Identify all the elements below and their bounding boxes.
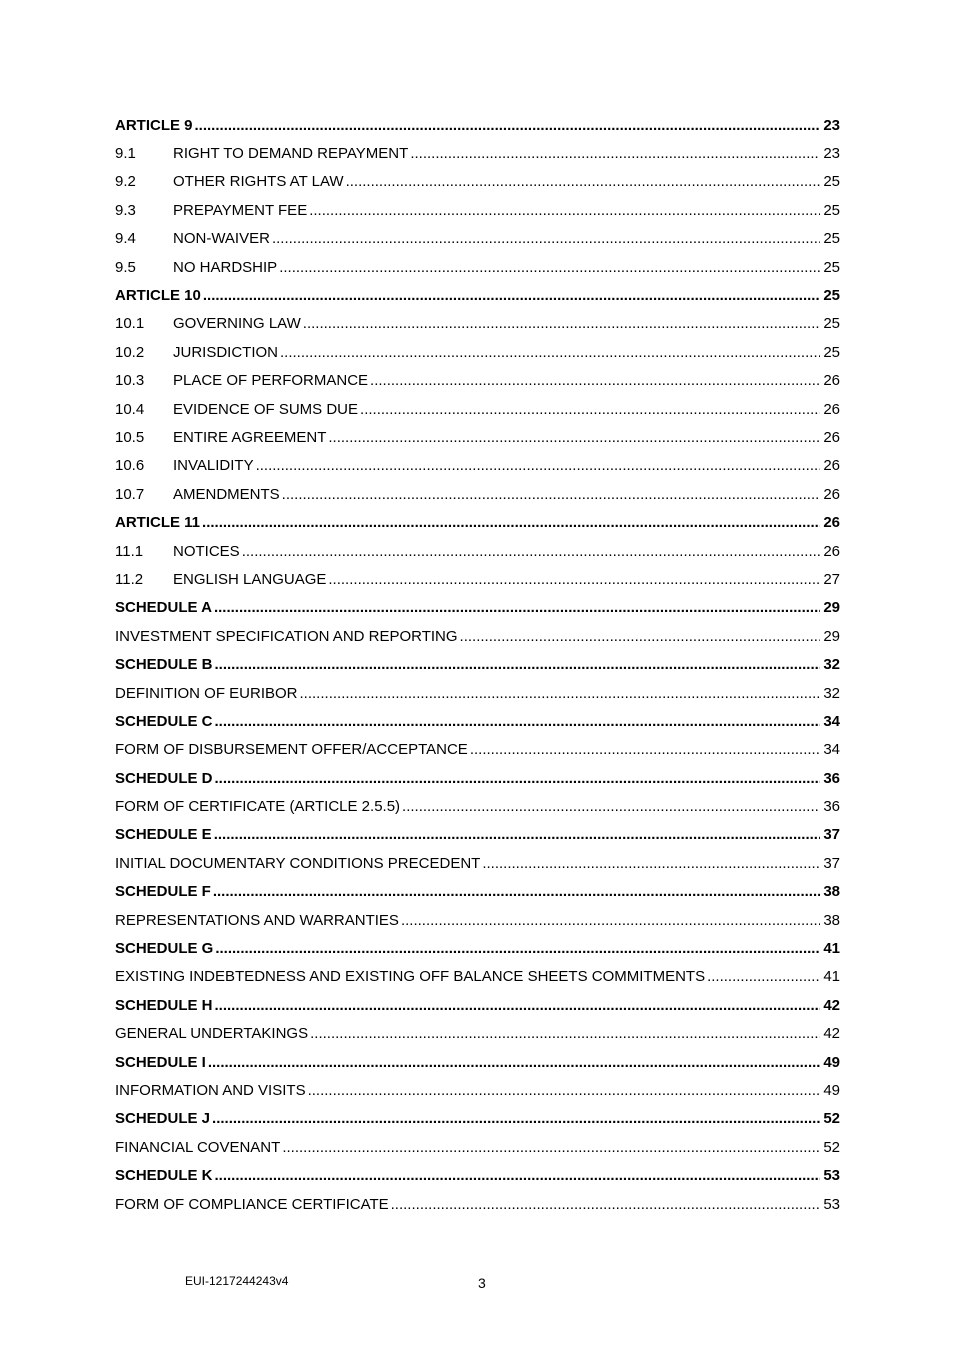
- toc-dot-leader: [272, 230, 820, 247]
- toc-entry-title: SCHEDULE C: [115, 712, 213, 730]
- toc-page-number: 23: [823, 145, 840, 163]
- toc-entry-title: EXISTING INDEBTEDNESS AND EXISTING OFF BALANCE SHEETS COMMITMENTS: [115, 968, 706, 986]
- toc-entry[interactable]: [115, 963, 840, 991]
- toc-heading-entry[interactable]: [115, 111, 840, 139]
- toc-entry-title: GENERAL UNDERTAKINGS: [115, 1025, 309, 1043]
- toc-entry-title: ENTIRE AGREEMENT: [173, 428, 327, 446]
- toc-entry-title: SCHEDULE K: [115, 1167, 213, 1185]
- toc-entry-title: INFORMATION AND VISITS: [115, 1081, 306, 1099]
- toc-dot-leader: [256, 457, 821, 474]
- toc-entry-number: 9.3: [115, 201, 136, 219]
- toc-dot-leader: [214, 599, 820, 616]
- toc-page-number: 34: [823, 741, 840, 759]
- toc-entry-title: INVALIDITY: [173, 457, 254, 475]
- toc-heading-entry[interactable]: [115, 1161, 840, 1189]
- toc-entry[interactable]: [115, 480, 840, 508]
- table-of-contents: [115, 111, 840, 1218]
- toc-dot-leader: [346, 173, 821, 190]
- toc-entry-title: INVESTMENT SPECIFICATION AND REPORTING: [115, 627, 458, 645]
- toc-entry-title: SCHEDULE F: [115, 883, 211, 901]
- toc-entry-title: SCHEDULE H: [115, 996, 213, 1014]
- toc-entry-title: ARTICLE 10: [115, 287, 201, 305]
- toc-heading-entry[interactable]: [115, 991, 840, 1019]
- toc-dot-leader: [215, 940, 820, 957]
- toc-dot-leader: [203, 287, 820, 304]
- toc-entry-title: ARTICLE 11: [115, 514, 201, 532]
- toc-entry[interactable]: [115, 225, 840, 253]
- toc-heading-entry[interactable]: [115, 594, 840, 622]
- toc-entry[interactable]: [115, 565, 840, 593]
- toc-page-number: 38: [823, 883, 840, 901]
- toc-entry-number: 10.5: [115, 428, 145, 446]
- toc-entry[interactable]: [115, 310, 840, 338]
- toc-entry-title: OTHER RIGHTS AT LAW: [173, 173, 344, 191]
- toc-page-number: 49: [823, 1053, 840, 1071]
- toc-entry-title: FORM OF DISBURSEMENT OFFER/ACCEPTANCE: [115, 741, 468, 759]
- toc-dot-leader: [360, 401, 820, 418]
- toc-entry[interactable]: [115, 537, 840, 565]
- toc-page-number: 26: [823, 428, 840, 446]
- toc-dot-leader: [215, 656, 821, 673]
- toc-page-number: 37: [823, 826, 840, 844]
- toc-heading-entry[interactable]: [115, 934, 840, 962]
- toc-page-number: 25: [823, 230, 840, 248]
- toc-page-number: 25: [823, 343, 840, 361]
- toc-page-number: 26: [823, 372, 840, 390]
- toc-entry-title: SCHEDULE D: [115, 769, 213, 787]
- toc-entry-number: 10.4: [115, 400, 145, 418]
- toc-heading-entry[interactable]: [115, 1048, 840, 1076]
- toc-entry-title: SCHEDULE I: [115, 1053, 206, 1071]
- toc-page-number: 42: [823, 1025, 840, 1043]
- toc-entry[interactable]: [115, 679, 840, 707]
- toc-page-number: 41: [823, 968, 840, 986]
- toc-entry-title: INITIAL DOCUMENTARY CONDITIONS PRECEDENT: [115, 854, 481, 872]
- toc-entry[interactable]: [115, 253, 840, 281]
- toc-dot-leader: [215, 770, 821, 787]
- toc-dot-leader: [460, 628, 821, 645]
- toc-page-number: 26: [823, 400, 840, 418]
- toc-page-number: 34: [823, 712, 840, 730]
- toc-page-number: 25: [823, 258, 840, 276]
- toc-entry[interactable]: [115, 367, 840, 395]
- toc-dot-leader: [279, 259, 820, 276]
- toc-dot-leader: [482, 855, 820, 872]
- toc-dot-leader: [401, 912, 820, 929]
- toc-dot-leader: [308, 1082, 821, 1099]
- toc-dot-leader: [300, 685, 821, 702]
- toc-page-number: 29: [823, 599, 840, 617]
- toc-entry-title: ENGLISH LANGUAGE: [173, 570, 327, 588]
- toc-entry-title: SCHEDULE G: [115, 940, 214, 958]
- toc-page-number: 27: [823, 570, 840, 588]
- toc-entry-title: SCHEDULE A: [115, 599, 212, 617]
- footer-document-id: EUI-1217244243v4: [185, 1274, 289, 1288]
- toc-entry[interactable]: [115, 1190, 840, 1218]
- toc-entry-number: 9.2: [115, 173, 136, 191]
- toc-entry-title: SCHEDULE B: [115, 656, 213, 674]
- toc-page-number: 52: [823, 1138, 840, 1156]
- toc-page-number: 26: [823, 457, 840, 475]
- toc-entry-number: 11.1: [115, 542, 144, 560]
- toc-entry[interactable]: [115, 906, 840, 934]
- toc-page-number: 53: [823, 1167, 840, 1185]
- toc-entry-title: AMENDMENTS: [173, 485, 280, 503]
- toc-page-number: 38: [823, 911, 840, 929]
- toc-entry[interactable]: [115, 1133, 840, 1161]
- toc-dot-leader: [328, 429, 820, 446]
- toc-entry[interactable]: [115, 849, 840, 877]
- toc-entry-title: FINANCIAL COVENANT: [115, 1138, 281, 1156]
- toc-entry[interactable]: [115, 196, 840, 224]
- toc-page-number: 36: [823, 769, 840, 787]
- toc-page-number: 32: [823, 684, 840, 702]
- toc-entry[interactable]: [115, 1076, 840, 1104]
- toc-entry-title: GOVERNING LAW: [173, 315, 301, 333]
- toc-entry-title: ARTICLE 9: [115, 116, 193, 134]
- toc-dot-leader: [282, 486, 821, 503]
- toc-entry-number: 10.6: [115, 457, 145, 475]
- toc-entry-title: PLACE OF PERFORMANCE: [173, 372, 369, 390]
- toc-dot-leader: [707, 968, 820, 985]
- toc-heading-entry[interactable]: [115, 508, 840, 536]
- toc-dot-leader: [215, 713, 821, 730]
- toc-entry-number: 9.5: [115, 258, 136, 276]
- toc-dot-leader: [402, 798, 820, 815]
- toc-entry-number: 10.1: [115, 315, 145, 333]
- toc-dot-leader: [242, 543, 821, 560]
- toc-heading-entry[interactable]: [115, 281, 840, 309]
- toc-dot-leader: [212, 1110, 820, 1127]
- toc-heading-entry[interactable]: [115, 821, 840, 849]
- toc-entry-title: NOTICES: [173, 542, 240, 560]
- toc-dot-leader: [195, 117, 821, 134]
- toc-entry-title: NO HARDSHIP: [173, 258, 278, 276]
- toc-page-number: 29: [823, 627, 840, 645]
- toc-page-number: 25: [823, 315, 840, 333]
- toc-entry[interactable]: [115, 423, 840, 451]
- toc-dot-leader: [214, 826, 821, 843]
- toc-entry-title: FORM OF CERTIFICATE (ARTICLE 2.5.5): [115, 798, 401, 816]
- footer-page-number: 3: [478, 1275, 486, 1291]
- toc-entry[interactable]: [115, 395, 840, 423]
- toc-dot-leader: [410, 145, 820, 162]
- toc-dot-leader: [391, 1196, 821, 1213]
- toc-entry-title: RIGHT TO DEMAND REPAYMENT: [173, 145, 409, 163]
- toc-heading-entry[interactable]: [115, 878, 840, 906]
- toc-dot-leader: [213, 883, 820, 900]
- toc-dot-leader: [470, 741, 821, 758]
- toc-page-number: 42: [823, 996, 840, 1014]
- toc-page-number: 32: [823, 656, 840, 674]
- toc-heading-entry[interactable]: [115, 1105, 840, 1133]
- toc-entry-title: PREPAYMENT FEE: [173, 201, 308, 219]
- toc-page-number: 23: [823, 116, 840, 134]
- toc-entry[interactable]: [115, 338, 840, 366]
- toc-page-number: 26: [823, 542, 840, 560]
- toc-page-number: 49: [823, 1081, 840, 1099]
- toc-entry-title: FORM OF COMPLIANCE CERTIFICATE: [115, 1195, 389, 1213]
- toc-entry-number: 10.3: [115, 372, 145, 390]
- toc-dot-leader: [310, 1025, 820, 1042]
- toc-entry-number: 11.2: [115, 570, 144, 588]
- toc-entry-title: SCHEDULE E: [115, 826, 212, 844]
- toc-entry-title: JURISDICTION: [173, 343, 278, 361]
- toc-dot-leader: [215, 997, 821, 1014]
- toc-entry[interactable]: [115, 622, 840, 650]
- toc-page-number: 41: [823, 940, 840, 958]
- toc-entry[interactable]: [115, 168, 840, 196]
- toc-dot-leader: [282, 1139, 820, 1156]
- toc-entry-title: SCHEDULE J: [115, 1110, 211, 1128]
- toc-dot-leader: [309, 202, 820, 219]
- toc-dot-leader: [208, 1054, 820, 1071]
- toc-dot-leader: [303, 315, 821, 332]
- toc-dot-leader: [280, 344, 820, 361]
- toc-entry-number: 9.4: [115, 230, 136, 248]
- toc-entry[interactable]: [115, 1020, 840, 1048]
- toc-page-number: 26: [823, 514, 840, 532]
- toc-entry[interactable]: [115, 452, 840, 480]
- toc-entry-number: 10.7: [115, 485, 145, 503]
- toc-entry-title: NON-WAIVER: [173, 230, 270, 248]
- toc-entry[interactable]: [115, 139, 840, 167]
- toc-page-number: 25: [823, 287, 840, 305]
- toc-page-number: 25: [823, 173, 840, 191]
- toc-page-number: 53: [823, 1195, 840, 1213]
- toc-page-number: 37: [823, 854, 840, 872]
- toc-dot-leader: [328, 571, 820, 588]
- toc-page-number: 36: [823, 798, 840, 816]
- toc-page-number: 26: [823, 485, 840, 503]
- toc-heading-entry[interactable]: [115, 707, 840, 735]
- toc-entry-number: 9.1: [115, 145, 136, 163]
- toc-entry-title: REPRESENTATIONS AND WARRANTIES: [115, 911, 399, 929]
- toc-dot-leader: [215, 1167, 821, 1184]
- toc-entry-number: 10.2: [115, 343, 145, 361]
- toc-entry[interactable]: [115, 736, 840, 764]
- toc-dot-leader: [370, 372, 820, 389]
- toc-page-number: 52: [823, 1110, 840, 1128]
- toc-dot-leader: [202, 514, 820, 531]
- toc-page-number: 25: [823, 201, 840, 219]
- toc-entry[interactable]: [115, 792, 840, 820]
- toc-heading-entry[interactable]: [115, 650, 840, 678]
- toc-entry-title: DEFINITION OF EURIBOR: [115, 684, 298, 702]
- toc-entry-title: EVIDENCE OF SUMS DUE: [173, 400, 359, 418]
- toc-heading-entry[interactable]: [115, 764, 840, 792]
